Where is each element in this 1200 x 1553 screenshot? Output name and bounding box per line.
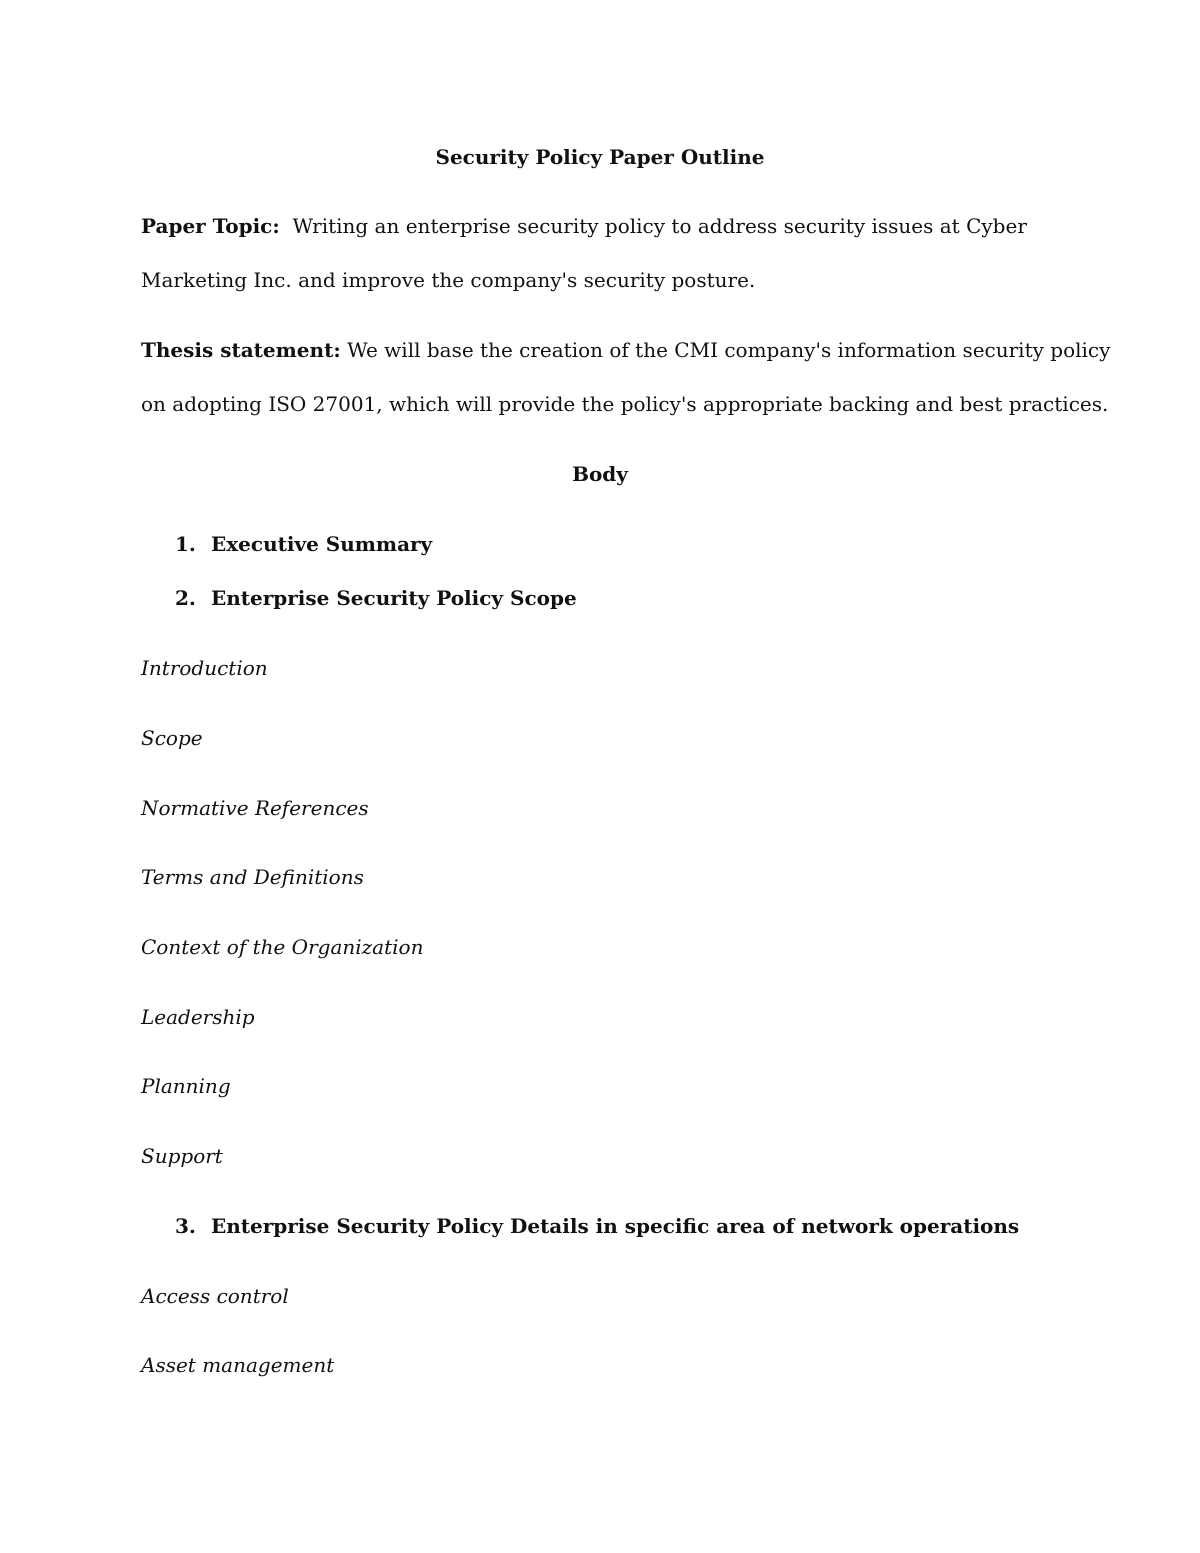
- subitem-planning: Planning: [141, 1074, 231, 1098]
- section-3-number: 3.: [175, 1214, 196, 1238]
- document-title: Security Policy Paper Outline: [435, 145, 765, 169]
- section-1-heading: [175, 532, 432, 556]
- subitem-context-of-the-organization: Context of the Organization: [141, 935, 424, 959]
- paper-topic-label: Paper Topic:: [141, 214, 280, 238]
- thesis-label: Thesis statement:: [141, 338, 341, 362]
- subitem-support: Support: [141, 1144, 223, 1168]
- thesis-line-1: [141, 338, 1110, 362]
- subitem-leadership: Leadership: [141, 1005, 255, 1029]
- section-2-number: 2.: [175, 586, 196, 610]
- section-2-title: Enterprise Security Policy Scope: [211, 586, 577, 610]
- thesis-line-2: on adopting ISO 27001, which will provide the policy's appropriate backing and best practices.: [141, 392, 1109, 416]
- section-3-title: Enterprise Security Policy Details in specific area of network operations: [211, 1214, 1020, 1238]
- thesis-text-1: We will base the creation of the CMI company's information security policy: [347, 338, 1111, 362]
- section-3-heading: [175, 1214, 1019, 1238]
- paper-topic-line-1: [141, 214, 1027, 238]
- paper-topic-line-2: Marketing Inc. and improve the company's security posture.: [141, 268, 756, 292]
- body-heading: Body: [572, 462, 628, 486]
- section-1-number: 1.: [175, 532, 196, 556]
- subitem-normative-references: Normative References: [141, 796, 369, 820]
- section-2-heading: [175, 586, 577, 610]
- paper-topic-text-1: Writing an enterprise security policy to address security issues at Cyber: [292, 214, 1027, 238]
- subitem-terms-and-definitions: Terms and Definitions: [141, 865, 364, 889]
- subitem-asset-management: Asset management: [141, 1353, 335, 1377]
- subitem-access-control: Access control: [141, 1284, 289, 1308]
- subitem-introduction: Introduction: [141, 656, 268, 680]
- subitem-scope: Scope: [141, 726, 203, 750]
- section-1-title: Executive Summary: [211, 532, 433, 556]
